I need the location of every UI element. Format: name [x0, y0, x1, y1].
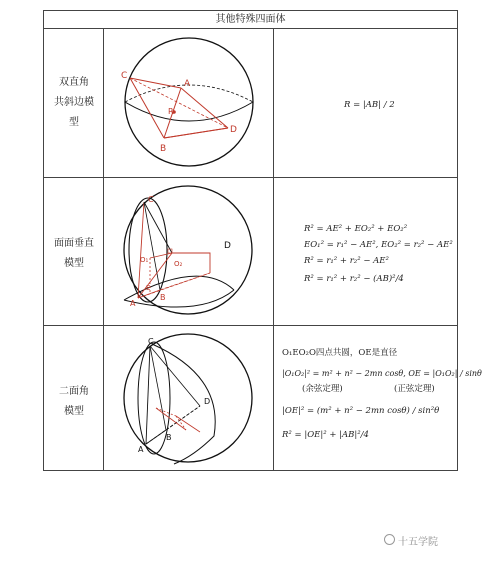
label-A: A	[138, 445, 144, 454]
watermark-icon	[384, 534, 395, 545]
formula-cell	[274, 28, 457, 177]
formula-line: |O₁O₂|² = m² + n² − 2mn cosθ, OE = |O₁O₂| / sinθ	[282, 369, 482, 378]
label-B: B	[160, 293, 166, 302]
figure-cell	[104, 28, 274, 177]
label-C: C	[148, 337, 154, 346]
label-A: A	[130, 299, 136, 308]
label-R: R	[168, 107, 174, 116]
figure-cell	[104, 178, 274, 325]
formula-line: |OE|² = (m² + n² − 2mn cosθ) / sin²θ	[282, 406, 440, 416]
row-name-cell	[44, 178, 104, 325]
row-name-line: 面面垂直	[54, 238, 94, 249]
formula-line: R = |AB| / 2	[344, 100, 395, 110]
formula-note: (余弦定理)	[302, 384, 343, 394]
formula-line: R² = r₁² + r₂² − AE²	[304, 256, 389, 266]
row-dihedral-angle	[44, 326, 482, 470]
label-D: D	[224, 241, 231, 251]
table-title: 其他特殊四面体	[44, 11, 457, 29]
label-O1: O₁	[140, 256, 149, 264]
row-name-line: 双直角	[59, 77, 89, 88]
formula-line: R² = |OE|² + |AB|²/4	[282, 430, 369, 440]
label-C: C	[121, 71, 128, 81]
label-E: E	[146, 284, 151, 292]
row-perpendicular-planes	[44, 178, 457, 326]
label-B: B	[160, 144, 167, 154]
watermark: 十五学院	[398, 537, 438, 548]
label-D: D	[204, 397, 211, 406]
row-double-right-angle	[44, 28, 457, 178]
formula-note: (正弦定理)	[394, 384, 435, 394]
row-name-cell	[44, 326, 104, 470]
label-O2: O₂	[174, 260, 183, 268]
sphere-diagram	[104, 28, 274, 178]
label-A: A	[184, 79, 191, 89]
label-C: C	[148, 195, 154, 204]
formula-cell	[274, 326, 482, 470]
formula-line: R² = r₁² + r₂² − (AB)²/4	[304, 274, 404, 284]
sphere-diagram	[104, 326, 274, 470]
row-name-line: 共斜边模	[54, 97, 94, 108]
row-name-line: 模型	[64, 406, 84, 417]
row-name-line: 型	[69, 117, 79, 128]
formula-cell	[274, 178, 457, 325]
figure-cell	[104, 326, 274, 470]
formula-line: O₁EO₂O四点共圆，OE是直径	[282, 348, 398, 358]
row-name-line: 二面角	[59, 386, 89, 397]
formula-line: EO₁² = r₁² − AE², EO₂² = r₂² − AE²	[304, 240, 453, 250]
row-name-line: 模型	[64, 258, 84, 269]
label-B: B	[166, 433, 172, 442]
formula-line: R² = AE² + EO₂² + EO₂²	[304, 224, 408, 234]
table	[43, 10, 482, 471]
label-D: D	[230, 125, 237, 135]
sphere-diagram	[104, 178, 274, 326]
row-name-cell	[44, 28, 104, 177]
